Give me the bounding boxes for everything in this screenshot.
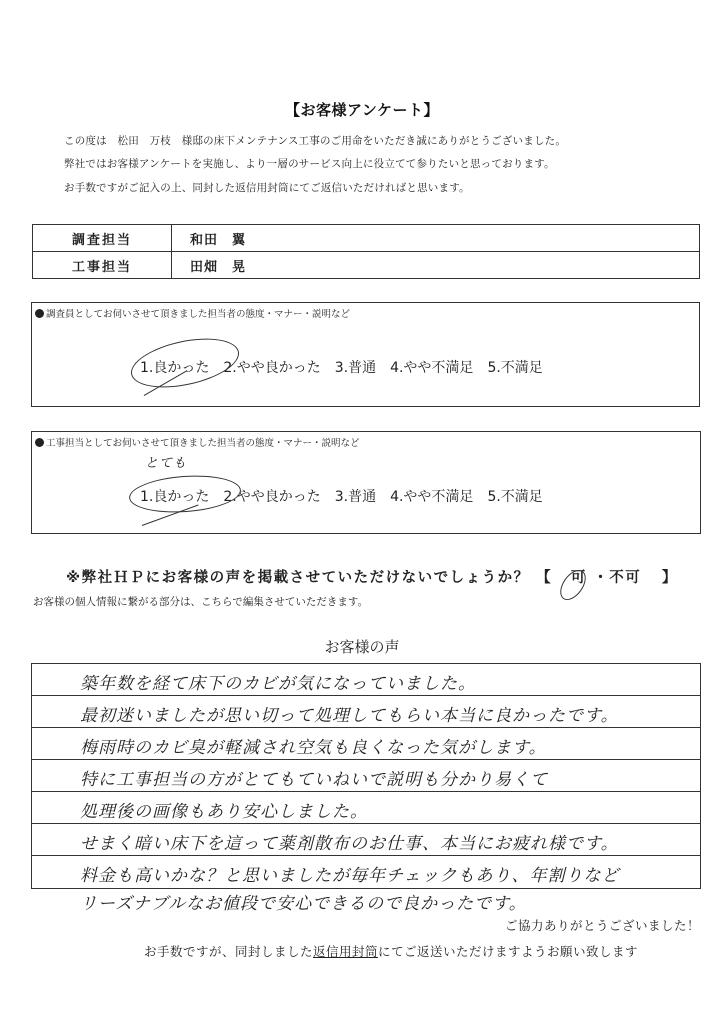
footer-text: にてご返送いただけますようお願い致します: [378, 944, 639, 959]
hp-option-yes-label: 可: [570, 570, 587, 586]
rating-option-2[interactable]: 2.やや良かった: [223, 489, 321, 505]
survey-question: [35, 306, 350, 320]
document-title: 【お客様アンケート】: [284, 101, 440, 119]
selection-circle-mark: [127, 330, 244, 396]
rating-option-5[interactable]: 5.不満足: [487, 360, 543, 376]
handwritten-text: 料金も高いかな？と思いましたが毎年チェックもあり、年割りなど: [80, 866, 620, 886]
thanks-message: ご協力ありがとうございました！: [504, 918, 700, 933]
bracket-close: 】: [661, 570, 678, 586]
hp-option-yes[interactable]: [571, 570, 594, 586]
staff-row-survey: [33, 225, 700, 252]
voice-line: [32, 728, 700, 760]
staff-role: 調査担当: [33, 225, 172, 252]
rating-option-1[interactable]: 1.良かった: [140, 360, 210, 376]
hp-question-text: ※弊社ＨＰにお客様の声を掲載させていただけないでしょうか？: [66, 570, 530, 586]
staff-table: [32, 224, 700, 279]
handwritten-text: 最初迷いましたが思い切って処理してもらい本当に良かったです。: [80, 706, 619, 726]
voice-line: [32, 856, 700, 888]
rating-option-5[interactable]: 5.不満足: [487, 489, 543, 505]
staff-name: 田畑 晃: [172, 252, 700, 279]
footer-text: お手数ですが、同封しました: [144, 944, 314, 959]
bracket-open: 【: [536, 570, 553, 586]
staff-row-construction: [33, 252, 700, 279]
rating-option-4[interactable]: 4.やや不満足: [390, 489, 474, 505]
rating-option-3[interactable]: 3.普通: [334, 360, 377, 376]
handwritten-annotation: とても: [145, 456, 188, 471]
voice-line: [32, 824, 700, 856]
customer-voice-box: [31, 663, 701, 889]
bullet-icon: [35, 309, 44, 318]
survey-question-text: 工事担当としてお伺いさせて頂きました担当者の態度・マナー・説明など: [46, 438, 360, 449]
bullet-icon: [35, 438, 44, 447]
intro-line-3: お手数ですがご記入の上、同封した返信用封筒にてご返信いただければと思います。: [64, 182, 470, 194]
rating-option-3[interactable]: 3.普通: [334, 489, 377, 505]
survey-box-construction: [31, 431, 701, 534]
rating-option-2[interactable]: 2.やや良かった: [223, 360, 321, 376]
staff-name: 和田 翼: [172, 225, 700, 252]
handwritten-text-overflow: リーズナブルなお値段で安心できるので良かったです。: [80, 894, 527, 914]
voice-line: [32, 696, 700, 728]
survey-question-text: 調査員としてお伺いさせて頂きました担当者の態度・マナー・説明など: [46, 309, 351, 320]
survey-box-surveyor: [31, 302, 700, 407]
survey-question: [35, 435, 360, 449]
handwritten-text: せまく暗い床下を這って薬剤散布のお仕事、本当にお疲れ様です。: [80, 834, 619, 854]
handwritten-text: 処理後の画像もあり安心しました。: [80, 802, 368, 822]
handwritten-text: 築年数を経て床下のカビが気になっていました。: [80, 674, 476, 694]
voice-line: [32, 792, 700, 824]
privacy-note: お客様の個人情報に繋がる部分は、こちらで編集させていただきます。: [33, 596, 369, 608]
rating-option-1[interactable]: 1.良かった: [140, 489, 210, 505]
hp-option-no[interactable]: 不可: [609, 570, 642, 586]
voice-line: [32, 664, 700, 696]
return-envelope-emphasis: 返信用封筒: [313, 944, 379, 959]
rating-option-4[interactable]: 4.やや不満足: [390, 360, 474, 376]
handwritten-text: 特に工事担当の方がとてもていねいで説明も分かり易くて: [80, 770, 548, 790]
return-instructions: [144, 942, 638, 960]
hp-permission-question: [66, 566, 678, 587]
staff-role: 工事担当: [33, 252, 172, 279]
voice-line: [32, 760, 700, 792]
separator: ・: [593, 570, 610, 586]
intro-line-2: 弊社ではお客様アンケートを実施し、より一層のサービス向上に役立てて参りたいと思っております。: [64, 158, 555, 170]
voice-section-title: お客様の声: [324, 638, 400, 656]
handwritten-text: 梅雨時のカビ臭が軽減され空気も良くなった気がします。: [80, 738, 547, 758]
intro-line-1: この度は 松田 万枝 様邸の床下メンテナンス工事のご用命をいただき誠にありがとうございました。: [64, 135, 567, 147]
